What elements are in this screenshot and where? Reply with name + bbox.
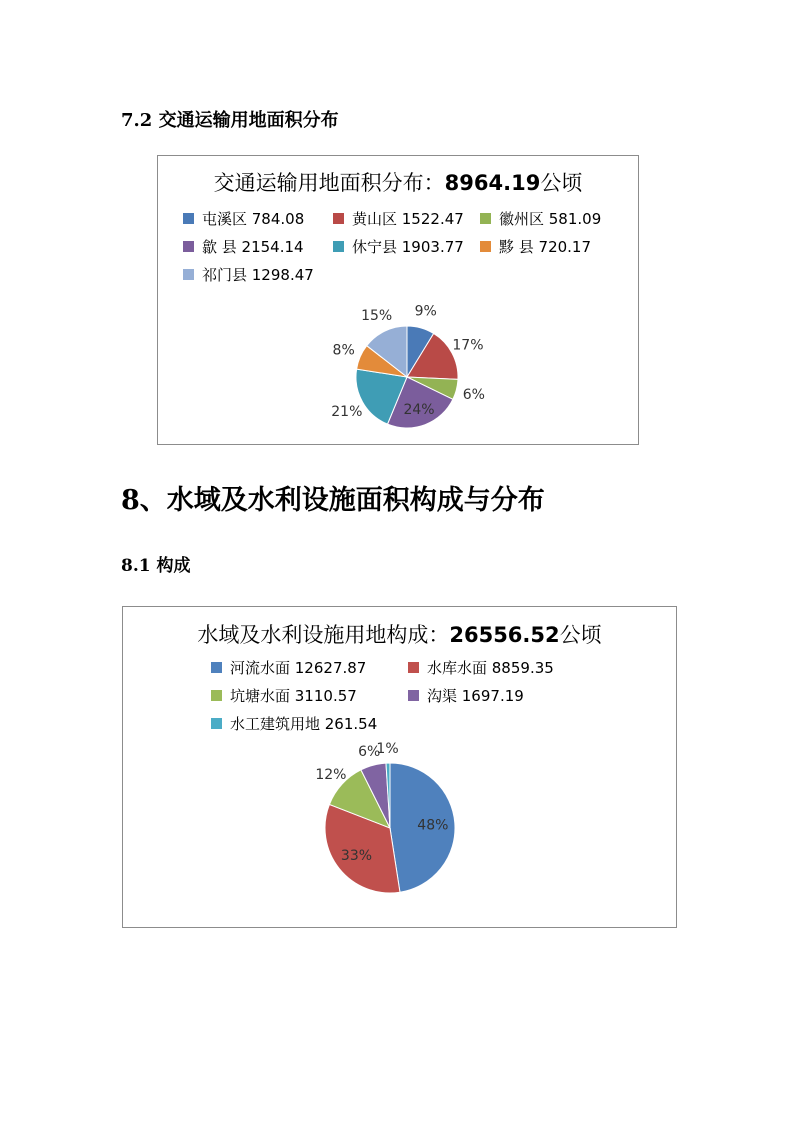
legend-swatch [211,690,222,701]
chart-title-text: 水域及水利设施用地构成： [197,623,450,647]
pie-data-label: 24% [403,401,435,418]
pie-chart [293,741,493,907]
legend-item [183,208,304,229]
legend-swatch [211,718,222,729]
section-heading-7-2: 7.2 交通运输用地面积分布 [121,110,339,131]
legend-item [333,236,464,257]
legend-label: 黟 县 720.17 [499,238,592,256]
legend-swatch [480,241,491,252]
legend-item [211,657,366,678]
chart-title-total: 26556.52 [449,623,560,647]
chart-transport-land [157,155,639,445]
chart-title [158,167,638,197]
pie-data-label: 33% [340,847,373,864]
legend-item [408,685,524,706]
legend-label: 水库水面 8859.35 [427,659,554,677]
legend-label: 祁门县 1298.47 [202,266,314,284]
legend-swatch [333,241,344,252]
pie-data-label: 17% [452,337,484,354]
legend-swatch [480,213,491,224]
legend-item [183,236,304,257]
chart-title-total: 8964.19 [444,171,541,195]
legend-label: 水工建筑用地 261.54 [230,715,378,733]
legend-label: 屯溪区 784.08 [202,210,305,228]
chart-water-land [122,606,677,928]
legend-swatch [408,690,419,701]
pie-data-label: 12% [315,767,347,784]
legend-item [211,685,357,706]
legend-swatch [211,662,222,673]
pie-chart [308,291,488,441]
legend-item [480,236,591,257]
chart-title [123,619,676,649]
legend-item [183,264,314,285]
legend-label: 黄山区 1522.47 [352,210,464,228]
legend-swatch [183,269,194,280]
pie-data-label: 6% [358,743,381,760]
legend-swatch [333,213,344,224]
section-heading-8-1: 8.1 构成 [121,556,191,576]
legend-label: 河流水面 12627.87 [230,659,367,677]
legend-item [480,208,601,229]
pie-data-label: 21% [331,403,363,420]
legend-item [333,208,464,229]
legend-label: 徽州区 581.09 [499,210,602,228]
legend-label: 沟渠 1697.19 [427,687,524,705]
pie-data-label: 15% [361,308,393,325]
pie-data-label: 1% [376,741,399,758]
legend-item [211,713,377,734]
legend-swatch [183,241,194,252]
chart-title-text: 交通运输用地面积分布： [213,171,445,195]
chart-title-unit: 公顷 [559,623,602,647]
section-heading-8: 8、水域及水利设施面积构成与分布 [121,485,545,516]
pie-data-label: 9% [414,303,437,320]
legend-swatch [183,213,194,224]
pie-data-label: 8% [332,342,355,359]
legend-label: 歙 县 2154.14 [202,238,304,256]
legend-label: 坑塘水面 3110.57 [230,687,357,705]
legend-item [408,657,554,678]
legend-swatch [408,662,419,673]
chart-title-unit: 公顷 [540,171,583,195]
pie-data-label: 48% [417,817,449,834]
pie-data-label: 6% [462,387,485,404]
legend-label: 休宁县 1903.77 [352,238,464,256]
